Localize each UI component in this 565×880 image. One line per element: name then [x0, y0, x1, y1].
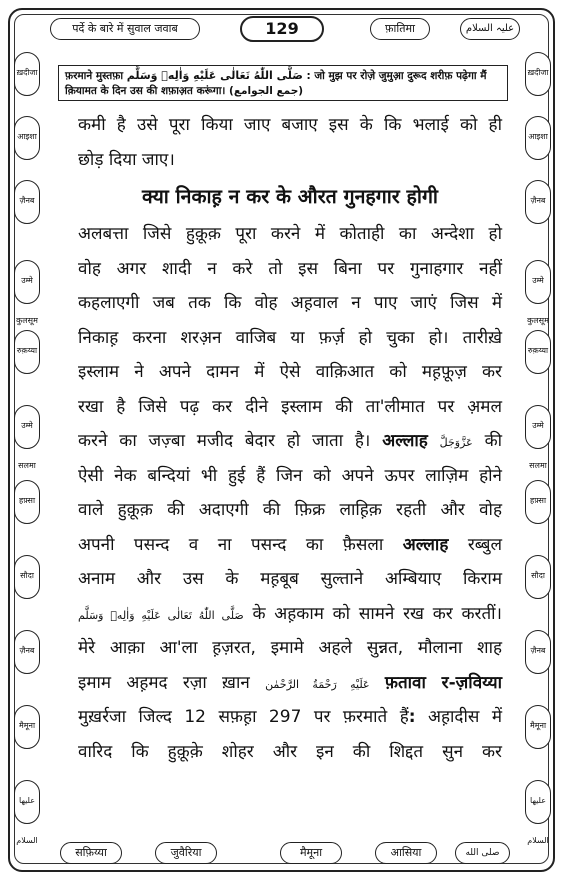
- side-badge: मैमूना: [14, 705, 40, 749]
- text-line: रखा है जिसे पढ़ कर दीने इस्लाम की ता'लीमात पर अ़मल: [78, 396, 502, 417]
- footer-tag: मैमूना: [280, 842, 342, 864]
- text-segment: अपनी पसन्द व ना पसन्द का फ़ैसला: [78, 534, 384, 555]
- side-badge: ज़ैनब: [14, 630, 40, 674]
- text-line: [78, 700, 502, 735]
- side-badge: आइशा: [525, 116, 551, 160]
- book-title: फ़तावा र-ज़विय्या: [384, 672, 502, 693]
- side-badge: हफ़्सा: [14, 480, 40, 524]
- text-line: वाले हुक़ूक़ की अदाएगी की फ़िक्र लाह़िक़ रहती और वोह: [78, 500, 502, 520]
- side-badge: ज़ैनब: [525, 630, 551, 674]
- side-badge: हफ़्सा: [525, 480, 551, 524]
- side-badge: उम्मे सलमा: [525, 405, 551, 449]
- side-badge: रुक़य्या: [525, 330, 551, 374]
- text-line: छोड़ दिया जाए।: [78, 149, 175, 170]
- text-line: मेरे आक़ा आ'ला ह़ज़रत, इमामे अहले सुन्नत, मौलाना शाह: [78, 638, 502, 658]
- text-line: निकाह़ करना शरअ़न वाजिब या फ़र्ज़ हो चुका हो। तारीख़े: [78, 327, 502, 348]
- farman-arabic: صَلَّى اللّٰهُ تَعَالٰی عَلَیْهِ وَاٰلِهٖ وَسَلَّم: [126, 69, 303, 82]
- colon-mark: :: [408, 707, 416, 727]
- side-badge: उम्मे कुलसूम: [14, 260, 40, 304]
- header-left-tag: पर्दे के बारे में सुवाल जवाब: [50, 18, 200, 40]
- arabic-honorific: صَلَّى اللّٰهُ تَعَالٰی عَلَیْهِ وَاٰلِهٖ وَسَلَّم: [78, 608, 244, 622]
- side-badge: रुक़य्या: [14, 330, 40, 374]
- text-line: अनाम और उस के मह़बूब सुल्ताने अम्बियाए किराम: [78, 569, 502, 589]
- farman-box: [58, 65, 508, 101]
- side-badge: सौदा: [14, 555, 40, 599]
- text-line: [78, 424, 502, 459]
- side-badge: ख़दीजा: [525, 52, 551, 96]
- arabic-honorific: عَلَیْهِ رَحْمَةُ الرَّحْمٰن: [265, 677, 370, 691]
- farman-label: फ़रमाने मुस्तफ़ा: [65, 70, 124, 82]
- text-segment: रब्बुल: [467, 534, 502, 555]
- text-segment: की: [484, 431, 503, 451]
- header-right-tag: फ़ातिमा: [370, 18, 430, 40]
- text-segment: के अह़काम को सामने रख कर करतीं।: [252, 603, 502, 624]
- side-badge: सौदा: [525, 555, 551, 599]
- footer-tag: आसिया: [375, 842, 437, 864]
- side-badge: ज़ैनब: [525, 180, 551, 224]
- text-line: [78, 666, 502, 701]
- text-line: अलबत्ता जिसे हुक़ूक़ पूरा करने में कोताही का अन्देशा हो: [78, 224, 502, 244]
- text-segment: इमाम अह़मद रज़ा ख़ान: [78, 672, 250, 693]
- text-line: इस्लाम ने अपने दामन में ऐसे वाक़िआत को मह़फ़ूज़ कर: [78, 362, 502, 382]
- text-segment: अह़ादीस में: [428, 707, 502, 727]
- side-badge: عليها السلام: [525, 780, 551, 824]
- side-badge: उम्मे सलमा: [14, 405, 40, 449]
- footer-tag: सफ़िय्या: [60, 842, 122, 864]
- text-line: कमी है उसे पूरा किया जाए बजाए इस के कि भलाई को ही: [78, 115, 502, 135]
- section-heading: क्या निकाह़ न कर के औरत गुनहगार होगी: [142, 185, 438, 208]
- footer-tag: जुवैरिया: [155, 842, 217, 864]
- side-badge: ख़दीजा: [14, 52, 40, 96]
- text-line: [78, 528, 502, 563]
- text-segment: करने का जज़्बा मजीद बेदार हो जाता है।: [78, 431, 371, 451]
- side-badge: आइशा: [14, 116, 40, 160]
- footer-corner-tag: صلى الله: [455, 842, 510, 864]
- side-badge: ज़ैनब: [14, 180, 40, 224]
- farman-text: : जो मुझ पर रोज़े जुमुआ़ दुरूद शरीफ़ पढ़ेगा मैं क़ियामत के दिन उस की शफ़ाअ़त करूंगा। (جمع الجوامع): [65, 70, 487, 97]
- page-header: [50, 18, 520, 42]
- text-line: ऐसी नेक बन्दियां भी हुई हैं जिन को अपने ऊपर लाज़िम होने: [78, 465, 502, 486]
- text-line: [78, 597, 502, 632]
- text-segment: मुख़र्रजा जिल्द 12 सफ़ह़ा 297 पर फ़रमाते हैं: [78, 707, 409, 727]
- bold-word: अल्लाह: [402, 534, 449, 555]
- arabic-honorific: عَزَّوَجَلَّ: [439, 436, 473, 449]
- text-line: वोह अगर शादी न करे तो इस बिना पर गुनाहगार नहीं: [78, 258, 502, 279]
- side-badge: उम्मे कुलसूम: [525, 260, 551, 304]
- side-badge: عليها السلام: [14, 780, 40, 824]
- header-corner-tag: علیہ السلام: [460, 18, 520, 40]
- page-body: [78, 108, 502, 769]
- text-line: वारिद कि हुक़ूक़े शोहर और इन की शिद्दत सुन कर: [78, 741, 502, 762]
- page-number: 129: [240, 16, 324, 42]
- page-footer: [60, 842, 510, 866]
- text-line: कहलाएगी जब तक कि वोह अह़वाल न पाए जाएं जिस में: [78, 293, 502, 313]
- bold-word: अल्लाह: [382, 431, 428, 451]
- side-badge: मैमूना: [525, 705, 551, 749]
